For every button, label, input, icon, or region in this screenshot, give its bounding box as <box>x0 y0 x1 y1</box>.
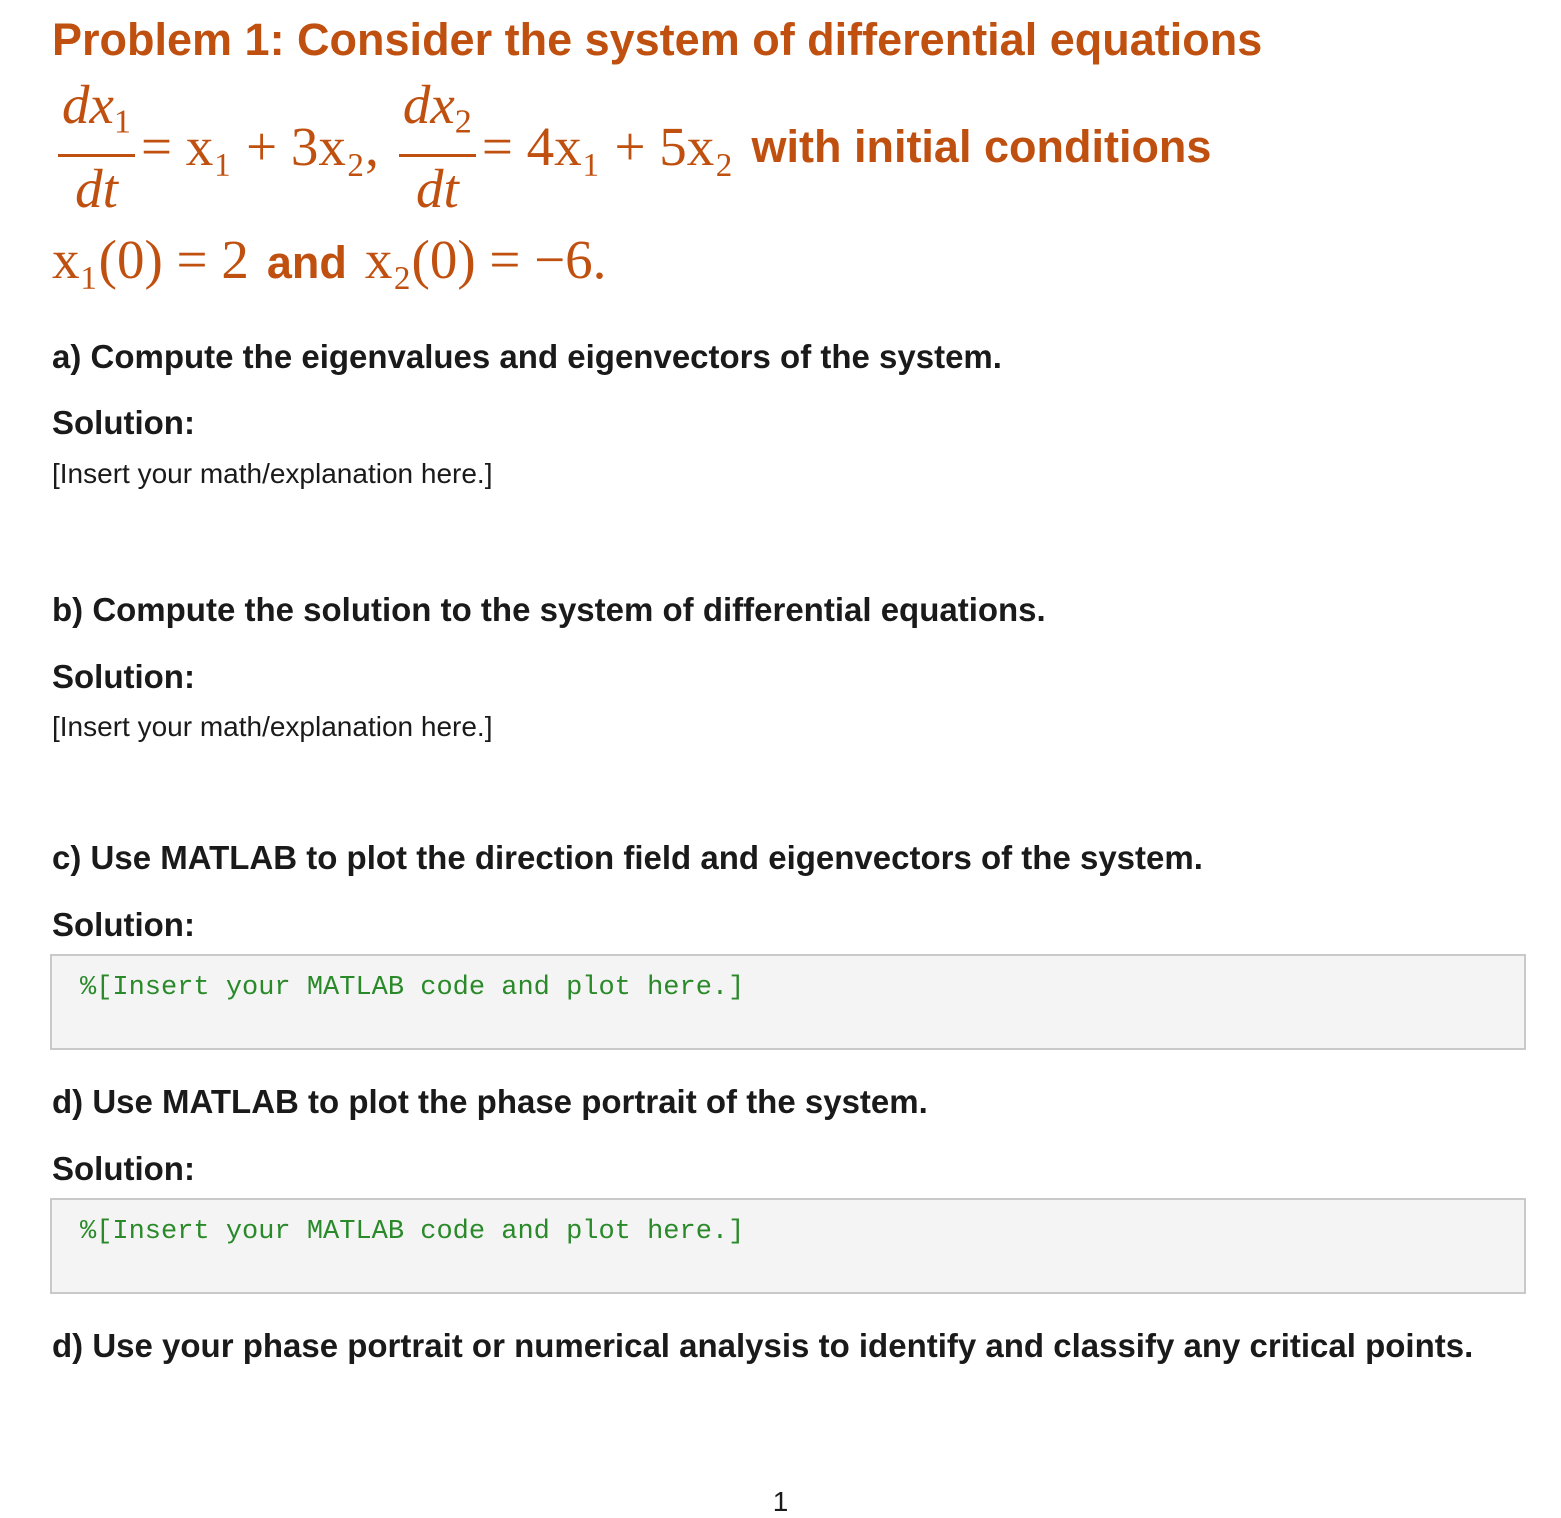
initial-condition-x2: x₂(0) = −6. <box>364 229 607 290</box>
answer-placeholder-a[interactable]: [Insert your math/explanation here.] <box>52 458 493 489</box>
fraction-dx2-dt <box>399 75 476 220</box>
with-initial-conditions-text: with initial conditions <box>751 121 1212 172</box>
initial-conditions <box>52 230 606 290</box>
answer-placeholder-b[interactable]: [Insert your math/explanation here.] <box>52 711 493 742</box>
eq2-denominator: dt <box>415 158 459 220</box>
initial-condition-x1: x₁(0) = 2 <box>52 229 249 290</box>
question-c: c) Use MATLAB to plot the direction field and eigenvectors of the system. <box>52 839 1203 876</box>
question-d-critical-points: d) Use your phase portrait or numerical analysis to identify and classify any critical points. <box>52 1327 1474 1364</box>
code-placeholder-c[interactable]: %[Insert your MATLAB code and plot here.] <box>80 973 745 1003</box>
eq2-rhs: = 4x₁ + 5x₂ <box>481 116 734 177</box>
page-number: 1 <box>772 1486 789 1517</box>
code-placeholder-d[interactable]: %[Insert your MATLAB code and plot here.] <box>80 1217 745 1247</box>
question-b: b) Compute the solution to the system of differential equations. <box>52 591 1046 628</box>
and-text: and <box>266 237 347 288</box>
eq1-denominator: dt <box>75 158 118 220</box>
solution-label-d: Solution: <box>52 1150 195 1187</box>
code-block-d[interactable] <box>50 1198 1526 1294</box>
eq1-rhs: = x₁ + 3x₂, <box>140 116 379 177</box>
problem-title: Problem 1: Consider the system of differential equations <box>52 14 1263 65</box>
question-d: d) Use MATLAB to plot the phase portrait of the system. <box>52 1083 928 1120</box>
eq1-numerator-sub: 1 <box>113 103 131 141</box>
code-block-c[interactable] <box>50 954 1526 1050</box>
differential-equations <box>52 73 1212 220</box>
question-a: a) Compute the eigenvalues and eigenvectors of the system. <box>52 338 1002 375</box>
solution-label-c: Solution: <box>52 906 195 943</box>
solution-label-b: Solution: <box>52 658 195 695</box>
fraction-dx1-dt <box>58 75 135 220</box>
solution-label-a: Solution: <box>52 404 195 441</box>
eq1-numerator: dx <box>62 73 114 135</box>
eq2-numerator: dx <box>402 73 455 135</box>
eq2-numerator-sub: 2 <box>454 103 472 141</box>
